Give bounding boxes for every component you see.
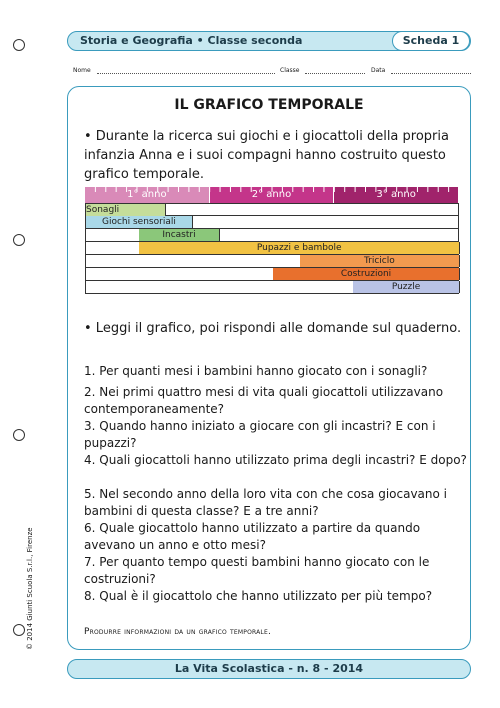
nome-label: Nome [73, 67, 91, 74]
objective-text: Produrre informazioni da un grafico temporale. [84, 627, 272, 637]
timeline-row [85, 229, 459, 242]
timeline-row [85, 242, 459, 255]
scheda-badge: Scheda 1 [392, 31, 470, 51]
timeline-row [85, 216, 459, 229]
data-field[interactable] [391, 73, 471, 74]
timeline-chart [85, 187, 459, 313]
timeline-bar-incastri: Incastri [139, 229, 219, 241]
timeline-bar-giochi-sensoriali: Giochi sensoriali [86, 216, 193, 228]
classe-field[interactable] [305, 73, 365, 74]
year-label: 1° anno [85, 187, 210, 203]
info-row [73, 67, 473, 77]
header-bar [67, 31, 471, 51]
question-item: 8. Qual è il giocattolo che hanno utilizzato per più tempo? [84, 589, 433, 603]
timeline-bar-sonagli: Sonagli [86, 204, 166, 216]
copyright: © 2014 Giunti Scuola S.r.l., Firenze [26, 527, 34, 650]
question-item: 6. Quale giocattolo hanno utilizzato a partire da quando avevano un anno e otto mesi? [84, 521, 421, 552]
page-title: IL GRAFICO TEMPORALE [174, 97, 364, 113]
question-item: 5. Nel secondo anno della loro vita con che cosa giocavano i bambini di questa classe? E a tre anni? [84, 487, 448, 518]
month-ticks [85, 187, 459, 203]
footer-bar: La Vita Scolastica - n. 8 - 2014 [67, 659, 471, 679]
question-item: 1. Per quanti mesi i bambini hanno giocato con i sonagli? [84, 364, 428, 378]
year-label: 2° anno [210, 187, 335, 203]
content-frame [67, 86, 471, 650]
question-item: 4. Quali giocattoli hanno utilizzato prima degli incastri? E dopo? [84, 453, 467, 467]
question-item: 3. Quando hanno iniziato a giocare con gli incastri? E con i pupazzi? [84, 419, 436, 450]
timeline-bar-costruzioni: Costruzioni [273, 268, 460, 280]
question-item: 7. Per quanto tempo questi bambini hanno giocato con le costruzioni? [84, 555, 430, 586]
binder-hole [13, 429, 25, 441]
timeline-row [85, 281, 459, 294]
binder-hole [13, 624, 25, 636]
timeline-row [85, 203, 459, 216]
timeline-row [85, 268, 459, 281]
year-label: 3° anno [334, 187, 459, 203]
binder-hole [13, 234, 25, 246]
instruction-text: • Leggi il grafico, poi rispondi alle domande sul quaderno. [84, 321, 462, 336]
binder-hole [13, 39, 25, 51]
year-row [85, 187, 459, 203]
timeline-bar-pupazzi-e-bambole: Pupazzi e bambole [139, 242, 460, 254]
timeline-bar-puzzle: Puzzle [353, 281, 460, 293]
timeline-row [85, 255, 459, 268]
nome-field[interactable] [97, 73, 275, 74]
data-label: Data [371, 67, 386, 74]
header-title: Storia e Geografia • Classe seconda [80, 34, 303, 47]
question-item: 2. Nei primi quattro mesi di vita quali giocattoli utilizzavano contemporaneamente? [84, 385, 444, 416]
timeline-bar-triciclo: Triciclo [300, 255, 460, 267]
intro-text: • Durante la ricerca sui giochi e i giocattoli della propria infanzia Anna e i suoi compagni hanno costruito questo grafico temporale. [84, 129, 449, 182]
classe-label: Classe [280, 67, 300, 74]
